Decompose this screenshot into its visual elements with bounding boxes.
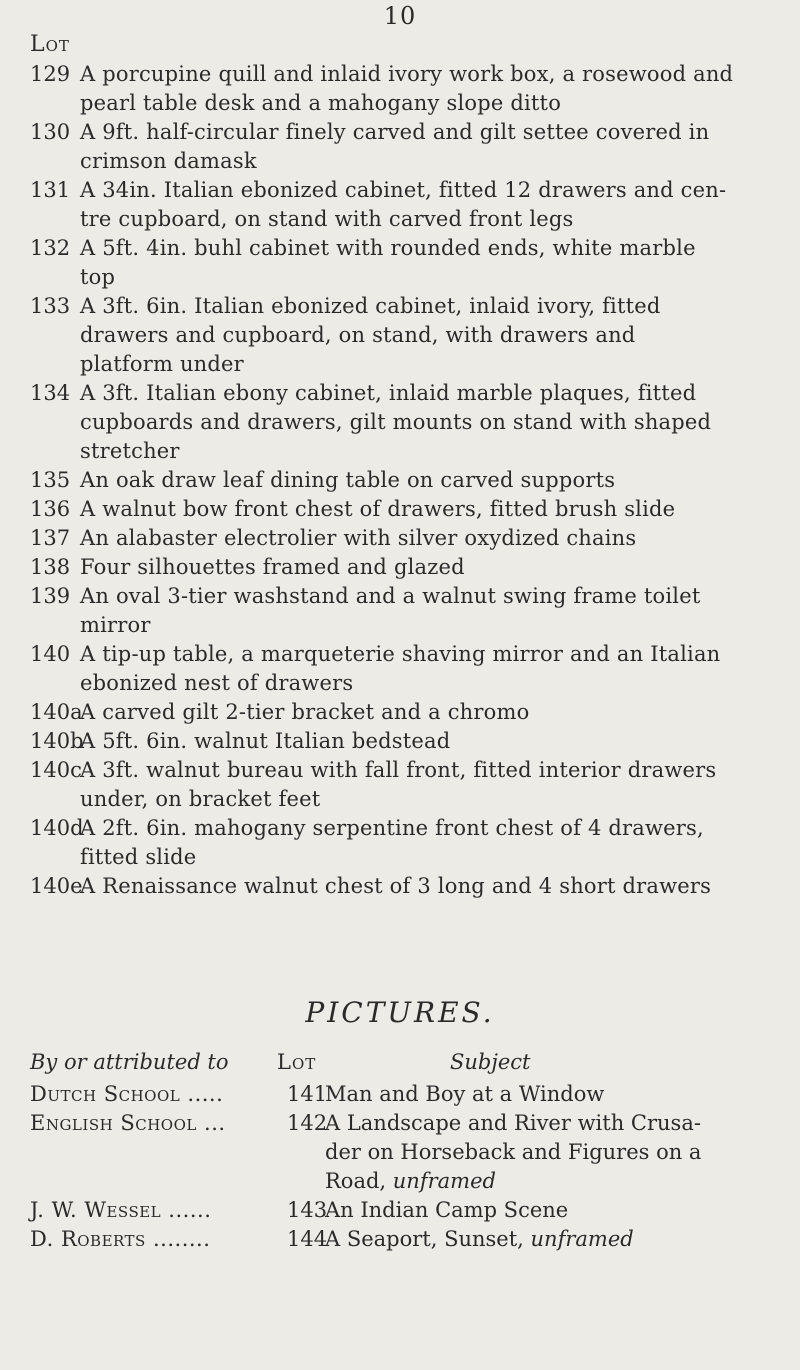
- lot-description: [80, 60, 790, 118]
- by-column-header: By or attributed to: [30, 1050, 229, 1074]
- unframed-note: unframed: [530, 1227, 634, 1251]
- picture-entry: [30, 1080, 790, 1109]
- picture-subject-line: [325, 1167, 790, 1196]
- picture-lot-number: 141: [287, 1082, 328, 1106]
- lot-description-line: A porcupine quill and inlaid ivory work box, a rosewood and: [80, 62, 734, 86]
- picture-subject-text: Man and Boy at a Window: [325, 1082, 605, 1106]
- lot-number: 133: [30, 294, 71, 318]
- picture-entry: [30, 1225, 790, 1254]
- lot-description-line: pearl table desk and a mahogany slope ditto: [80, 91, 562, 115]
- lot-number: 140a: [30, 700, 83, 724]
- lot-description-line: A 9ft. half-circular finely carved and gilt settee covered in: [80, 120, 710, 144]
- picture-lot-number: 142: [287, 1111, 328, 1135]
- lot-entry: [30, 553, 790, 582]
- lot-description-line: cupboards and drawers, gilt mounts on stand with shaped: [80, 410, 712, 434]
- picture-lot-number: 143: [287, 1198, 328, 1222]
- pictures-list: [30, 1080, 790, 1254]
- picture-artist: English School ...: [30, 1111, 226, 1135]
- lot-description: [80, 814, 790, 872]
- lot-number: 129: [30, 62, 71, 86]
- lot-number: 134: [30, 381, 71, 405]
- lot-description-line: A 3ft. walnut bureau with fall front, fitted interior drawers: [80, 758, 717, 782]
- lot-entry: [30, 466, 790, 495]
- lot-description-line: An alabaster electrolier with silver oxydized chains: [80, 526, 637, 550]
- picture-subject: [325, 1225, 790, 1254]
- lot-description: [80, 524, 790, 553]
- unframed-note: unframed: [392, 1169, 496, 1193]
- lot-entry: [30, 60, 790, 118]
- lot-description-line: under, on bracket feet: [80, 787, 321, 811]
- lot-entry: [30, 727, 790, 756]
- lot-description: [80, 118, 790, 176]
- lot-number: 140: [30, 642, 71, 666]
- lot-description-line: crimson damask: [80, 149, 257, 173]
- lot-description-line: A 5ft. 6in. walnut Italian bedstead: [80, 729, 451, 753]
- lot-number: 140d: [30, 816, 84, 840]
- lot-description-line: Four silhouettes framed and glazed: [80, 555, 465, 579]
- picture-subject-text: der on Horseback and Figures on a: [325, 1140, 702, 1164]
- lot-number: 136: [30, 497, 71, 521]
- pictures-heading: PICTURES.: [305, 996, 495, 1029]
- lot-column-header-pictures: Lot: [277, 1050, 317, 1074]
- lot-description-line: An oak draw leaf dining table on carved supports: [80, 468, 616, 492]
- lot-entry: [30, 495, 790, 524]
- lot-number: 135: [30, 468, 71, 492]
- lot-number: 132: [30, 236, 71, 260]
- lot-number: 131: [30, 178, 71, 202]
- lot-description: [80, 466, 790, 495]
- lot-number: 140c: [30, 758, 82, 782]
- lot-description: [80, 698, 790, 727]
- picture-subject-text: An Indian Camp Scene: [325, 1198, 569, 1222]
- lot-entry: [30, 234, 790, 292]
- lot-description: [80, 379, 790, 466]
- lot-description-line: A 5ft. 4in. buhl cabinet with rounded ends, white marble: [80, 236, 696, 260]
- lot-entry: [30, 582, 790, 640]
- lot-description-line: ebonized nest of drawers: [80, 671, 354, 695]
- lot-description: [80, 756, 790, 814]
- picture-artist: D. Roberts ........: [30, 1227, 211, 1251]
- picture-entry: [30, 1196, 790, 1225]
- picture-subject-line: [325, 1225, 790, 1254]
- lot-number: 137: [30, 526, 71, 550]
- lot-entry: [30, 176, 790, 234]
- lot-description-line: drawers and cupboard, on stand, with drawers and: [80, 323, 636, 347]
- subject-column-header: Subject: [450, 1050, 531, 1074]
- lot-entry: [30, 698, 790, 727]
- picture-entry: [30, 1109, 790, 1196]
- picture-subject-line: [325, 1080, 790, 1109]
- lot-number: 130: [30, 120, 71, 144]
- picture-subject: [325, 1196, 790, 1225]
- lot-entry: [30, 379, 790, 466]
- lot-description: [80, 495, 790, 524]
- lot-description-line: tre cupboard, on stand with carved front legs: [80, 207, 574, 231]
- lot-entry: [30, 118, 790, 176]
- lot-description-line: A 34in. Italian ebonized cabinet, fitted 12 drawers and cen-: [80, 178, 727, 202]
- lot-description-line: A carved gilt 2-tier bracket and a chromo: [80, 700, 530, 724]
- picture-subject: [325, 1080, 790, 1109]
- lot-number: 140b: [30, 729, 84, 753]
- lot-description-line: mirror: [80, 613, 151, 637]
- lot-description-line: A walnut bow front chest of drawers, fitted brush slide: [80, 497, 676, 521]
- lot-description-line: A 2ft. 6in. mahogany serpentine front chest of 4 drawers,: [80, 816, 704, 840]
- picture-lot-number: 144: [287, 1227, 328, 1251]
- picture-subject-line: [325, 1196, 790, 1225]
- page-number: 10: [383, 2, 417, 30]
- lot-entry: [30, 640, 790, 698]
- picture-subject-text: A Seaport, Sunset,: [325, 1227, 524, 1251]
- picture-subject-line: [325, 1109, 790, 1138]
- lot-description-line: A 3ft. Italian ebony cabinet, inlaid marble plaques, fitted: [80, 381, 697, 405]
- lot-description: [80, 582, 790, 640]
- lot-entry: [30, 524, 790, 553]
- lot-description: [80, 640, 790, 698]
- lot-description-line: platform under: [80, 352, 244, 376]
- lot-description: [80, 176, 790, 234]
- lot-description: [80, 553, 790, 582]
- picture-artist: J. W. Wessel ......: [30, 1198, 212, 1222]
- lot-description: [80, 234, 790, 292]
- picture-subject-line: [325, 1138, 790, 1167]
- lot-column-header: Lot: [30, 32, 70, 57]
- lot-entry: [30, 814, 790, 872]
- lot-description-line: fitted slide: [80, 845, 197, 869]
- lot-number: 139: [30, 584, 71, 608]
- picture-subject-text: A Landscape and River with Crusa-: [325, 1111, 701, 1135]
- lot-entry: [30, 292, 790, 379]
- lot-description-line: A 3ft. 6in. Italian ebonized cabinet, inlaid ivory, fitted: [80, 294, 661, 318]
- picture-subject-text: Road,: [325, 1169, 387, 1193]
- lot-description: [80, 727, 790, 756]
- lot-description: [80, 872, 790, 901]
- lot-entry: [30, 872, 790, 901]
- lot-description-line: stretcher: [80, 439, 180, 463]
- picture-artist: Dutch School .....: [30, 1082, 224, 1106]
- lot-description-line: A Renaissance walnut chest of 3 long and 4 short drawers: [80, 874, 712, 898]
- lot-description-line: An oval 3-tier washstand and a walnut swing frame toilet: [80, 584, 701, 608]
- lot-number: 138: [30, 555, 71, 579]
- lot-number: 140e: [30, 874, 83, 898]
- lot-description-line: A tip-up table, a marqueterie shaving mirror and an Italian: [80, 642, 721, 666]
- picture-subject: [325, 1109, 790, 1196]
- lot-list: [30, 60, 790, 901]
- lot-entry: [30, 756, 790, 814]
- lot-description: [80, 292, 790, 379]
- lot-description-line: top: [80, 265, 116, 289]
